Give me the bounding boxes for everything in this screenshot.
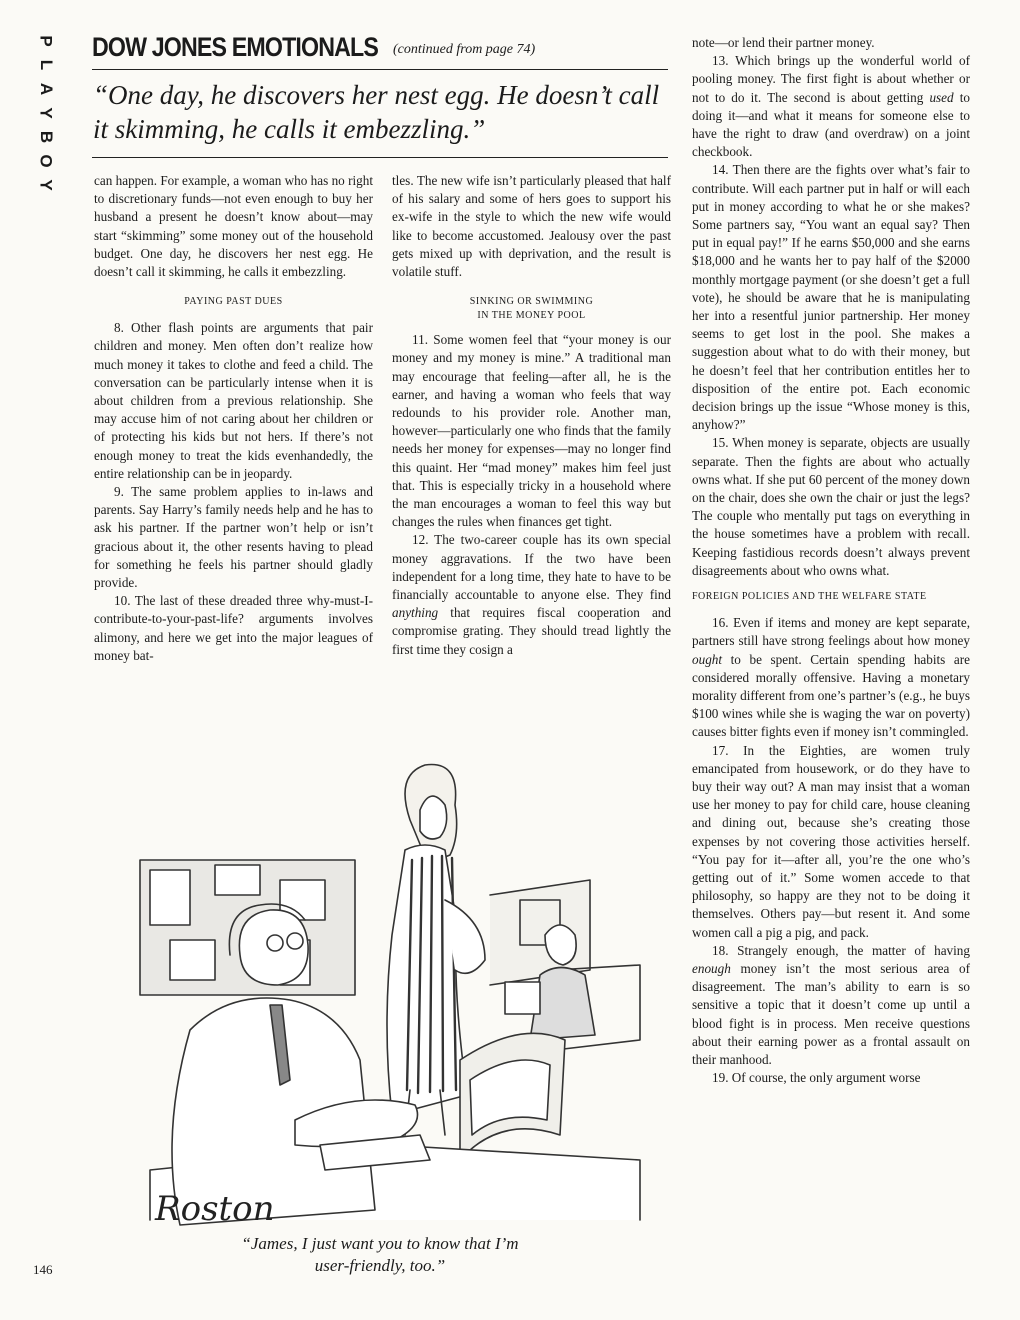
top-rule (92, 69, 668, 70)
cartoon-illustration (120, 750, 650, 1240)
paragraph: tles. The new wife isn’t particularly pleased that half of his salary and some of hers goes to support his ex-wife in the style to which the new wife would like to become accustomed. Jealousy over the past gets mixed up with deprivation, and the result is volatile stuff. (392, 173, 671, 280)
column-1 (94, 172, 373, 665)
subhead-line: IN THE MONEY POOL (477, 310, 586, 322)
magazine-letter: O (36, 154, 56, 168)
magazine-letter: P (37, 35, 56, 47)
text-run: 16. Even if items and money are kept separate, partners still have strong feelings about how money (692, 615, 970, 649)
pull-quote-line: “One day, he discovers her nest egg. He doesn’t call (93, 80, 660, 110)
board-note (170, 940, 215, 980)
magazine-letter: L (36, 59, 56, 71)
continued-note: (continued from page 74) (393, 42, 536, 57)
woman-face (420, 796, 447, 839)
subhead-sinking-or-swimming (392, 295, 671, 323)
subhead-line: SINKING OR SWIMMING (469, 296, 594, 308)
paragraph: 15. When money is separate, objects are usually separate. Then the fights are about who actually owns what. If she put 60 percent of the money down on the chair, does she own the chair or just the legs? The couple who mentally put tags on everything in the house sometimes have a problem with recall. Keeping fastidious records doesn’t always prevent disagreements about who owns what. (692, 435, 970, 578)
paragraph: 14. Then there are the fights over what’s fair to contribute. Will each partner put in half or will each put in money according to what he or she makes? Some partners say, “You want an equal say? Then put in equal pay!” If he earns $50,000 and she earns $18,000 and he wants her to pay half of the $2000 monthly mortgage payment (or she doesn’t get a full vote), he should be aware that he is manipulating her into a resentful junior partnership. Her money seems to get lost in the pool. She makes a suggestion about what to do with their money, but he doesn’t feel that her contribution entitles her to disposition of the entire pot. Each economic decision brings up the issue “Whose money is this, anyhow?” (692, 162, 970, 433)
magazine-name-vertical (33, 30, 59, 210)
text-run: 18. Strangely enough, the matter of having (712, 942, 970, 958)
magazine-letter: B (37, 130, 56, 144)
emphasis: used (929, 89, 954, 105)
text-run: 13. Which brings up the wonderful world of pooling money. The first fight is about whether or not to do it. The second is about getting (692, 53, 970, 105)
subhead-foreign-policies: FOREIGN POLICIES AND THE WELFARE STATE (692, 591, 927, 603)
magazine-letter: A (37, 82, 56, 96)
pull-quote (93, 78, 668, 146)
cartoon-signature: Roston (155, 1189, 275, 1229)
text-run: money isn’t the most serious area of disagreement. The man’s ability to earn is so sensitive a topic that it doesn’t come up until a blood fight is in process. Men receive questions about their earning power as a frontal assault on their manhood. (692, 960, 970, 1067)
paragraph: can happen. For example, a woman who has no right to discretionary funds—not even enough to buy her husband a present he doesn’t know about—may start “skimming” some money out of the household budget. One day, he discovers her nest egg. He doesn’t call it skimming, he calls it embezzling. (94, 173, 373, 280)
paragraph: 19. Of course, the only argument worse (712, 1070, 921, 1086)
paragraph: 9. The same problem applies to in-laws and parents. Say Harry’s family needs help and he has to ask his partner. If the partner won’t help or isn’t gracious about it, the other resents having to plead for something he feels his partner should gladly provide. (94, 484, 373, 591)
paragraph: 17. In the Eighties, are women truly emancipated from housework, or do they have to buy their way out? A man may insist that a woman use her money to pay for child care, house cleaning and dining out, because she’s creating those expenses by not covering those activities herself. “You pay for it—after all, you’re the one who’s getting out of it.” Some women accede to that philosophy, so happy are they not to be doing it themselves. Others pay—but resent it. And some women call a pig a pig, and pack. (692, 742, 970, 940)
paragraph (692, 52, 970, 161)
text-run: to be spent. Certain spending habits are considered morally offensive. Having a monetary morality different from one’s partner’s (e.g., he buys $100 wines while she is waging the war on poverty) causes bitter fights even if money isn’t commingled. (692, 651, 970, 740)
emphasis: ought (692, 651, 723, 667)
column-2 (392, 172, 671, 659)
magazine-letter: Y (37, 107, 56, 119)
text-run: to doing it—and what it means for someone else to have the right to draw (and overdraw) on a joint checkbook. (692, 89, 970, 160)
caption-line: user-friendly, too.” (314, 1256, 446, 1275)
emphasis: enough (692, 960, 731, 976)
cartoon-caption (180, 1233, 580, 1277)
paragraph (692, 614, 970, 741)
text-run: that requires fiscal cooperation and compromise grating. They should tread lightly the first time they cosign a (392, 605, 671, 657)
text-run: 12. The two-career couple has its own special money aggravations. If the two have been independent for a long time, they hate to have to be financially accountable to anyone else. They find (392, 532, 671, 603)
article-title: DOW JONES EMOTIONALS (92, 32, 378, 62)
page-number: 146 (33, 1262, 53, 1277)
caption-line: “James, I just want you to know that I’m (241, 1234, 519, 1253)
paragraph: 10. The last of these dreaded three why-must-I-contribute-to-your-past-life? arguments involves alimony, and here we get into the major leagues of money bat- (94, 593, 373, 663)
man-head (239, 910, 308, 985)
paragraph: 8. Other flash points are arguments that pair children and money. Men often don’t realize how much money it takes to clothe and feed a child. The conversation can be particularly intense when it is about children from a previous relationship. She may accuse him of not caring about her children or of protecting his kids but not hers. If there’s not enough money to treat the kids evenhandedly, the entire relationship can be in jeopardy. (94, 320, 373, 481)
board-note (215, 865, 260, 895)
paragraph: 11. Some women feel that “your money is our money and my money is mine.” A traditional man may encourage that feeling—after all, he is the earner, and having a woman who feels that way redounds to his provider role. Another man, however—particularly one who finds that the family needs her money for expenses—may no longer find this quaint. Her “mad money” makes him feel just that. This is especially tricky in a household where the man encourages a woman to feel this way but changes the rules when finances get tight. (392, 332, 671, 530)
paragraph (692, 942, 970, 1069)
emphasis: anything (392, 605, 439, 621)
magazine-letter: Y (37, 179, 56, 191)
column-3 (692, 34, 970, 1087)
pull-quote-rule (92, 157, 668, 158)
paragraph: note—or lend their partner money. (692, 35, 875, 50)
paragraph (392, 531, 671, 658)
pull-quote-line: it skimming, he calls it embezzling.” (93, 114, 486, 144)
bg-monitor (505, 982, 540, 1014)
subhead-paying-past-dues: PAYING PAST DUES (184, 296, 283, 308)
board-note (150, 870, 190, 925)
cartoon-drawing (120, 750, 650, 1240)
